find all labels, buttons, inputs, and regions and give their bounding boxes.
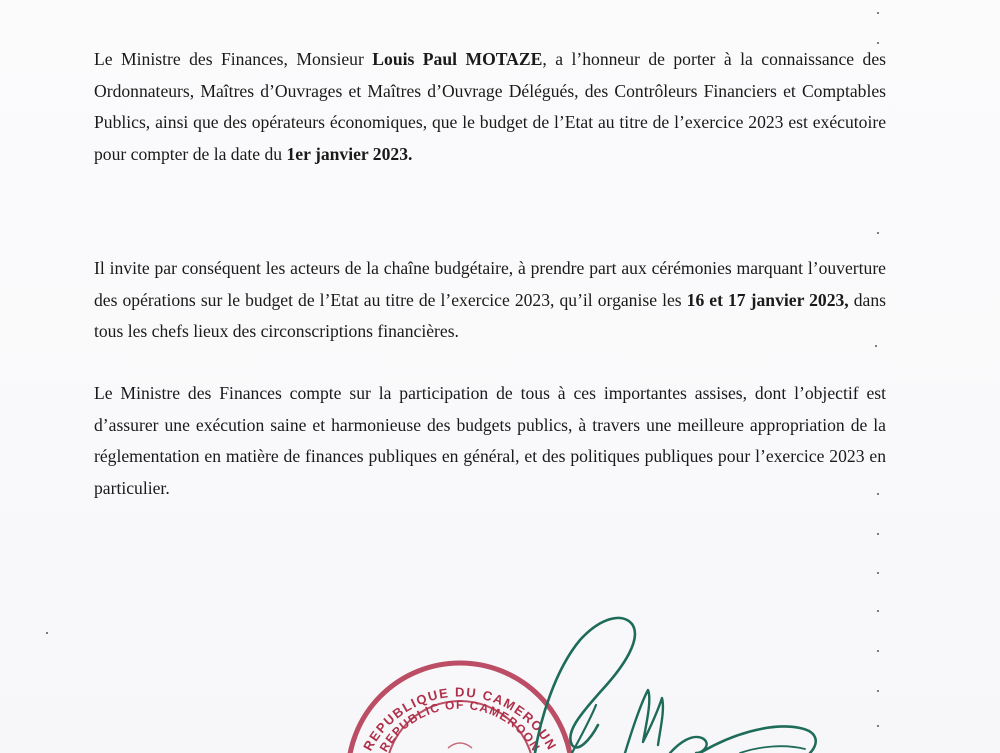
text-run: , a l’honneur de porter à la connaissance des Ordonnateurs, Maîtres d’Ouvrages et Maîtres d’Ouvrage Délégués, des Contrôleurs Financiers et Comptables Publics, ainsi que des opérateurs économiques, que le budget de l’Etat au titre de l’exercice 2023 est exécutoire pour compter de la date du <box>94 49 886 164</box>
scan-speck <box>875 345 877 347</box>
scan-speck <box>877 493 879 495</box>
scan-speck <box>877 725 879 727</box>
stamp-inner-text: REPUBLIC OF CAMEROON <box>376 697 544 753</box>
scan-speck <box>877 12 879 14</box>
paragraph-announcement <box>94 44 886 170</box>
text-run: Il invite par conséquent les acteurs de la chaîne budgétaire, à prendre part aux cérémonies marquant l’ouverture des opérations sur le budget de l’Etat au titre de l’exercice 2023, qu’il organise les <box>94 258 886 310</box>
stamp-and-signature <box>340 610 860 753</box>
text-run: Le Ministre des Finances compte sur la participation de tous à ces importantes assises, dont l’objectif est d’assurer une exécution saine et harmonieuse des budgets publics, à travers une meilleure appropriation de la réglementation en matière de finances publiques en général, et des politiques publiques pour l’exercice 2023 en particulier. <box>94 383 886 498</box>
scan-speck <box>877 690 879 692</box>
scan-speck <box>877 610 879 612</box>
minister-name: Louis Paul MOTAZE <box>372 49 543 69</box>
text-run: dans tous les chefs lieux des circonscriptions financières. <box>94 289 886 341</box>
scan-speck <box>877 42 879 44</box>
scan-speck <box>877 572 879 574</box>
scan-speck <box>46 632 48 634</box>
effective-date: 1er janvier 2023. <box>286 143 413 164</box>
handwritten-signature <box>535 618 816 753</box>
ceremony-dates: 16 et 17 janvier 2023, <box>686 289 849 310</box>
stamp-emblem <box>448 743 472 748</box>
scan-speck <box>877 650 879 652</box>
scan-speck <box>877 533 879 535</box>
scan-speck <box>877 232 879 234</box>
paragraph-closing <box>94 378 886 504</box>
paragraph-invitation <box>94 253 886 348</box>
text-run: Le Ministre des Finances, Monsieur <box>94 49 373 69</box>
stamp-outer-text: REPUBLIQUE DU CAMEROUN <box>360 684 560 753</box>
